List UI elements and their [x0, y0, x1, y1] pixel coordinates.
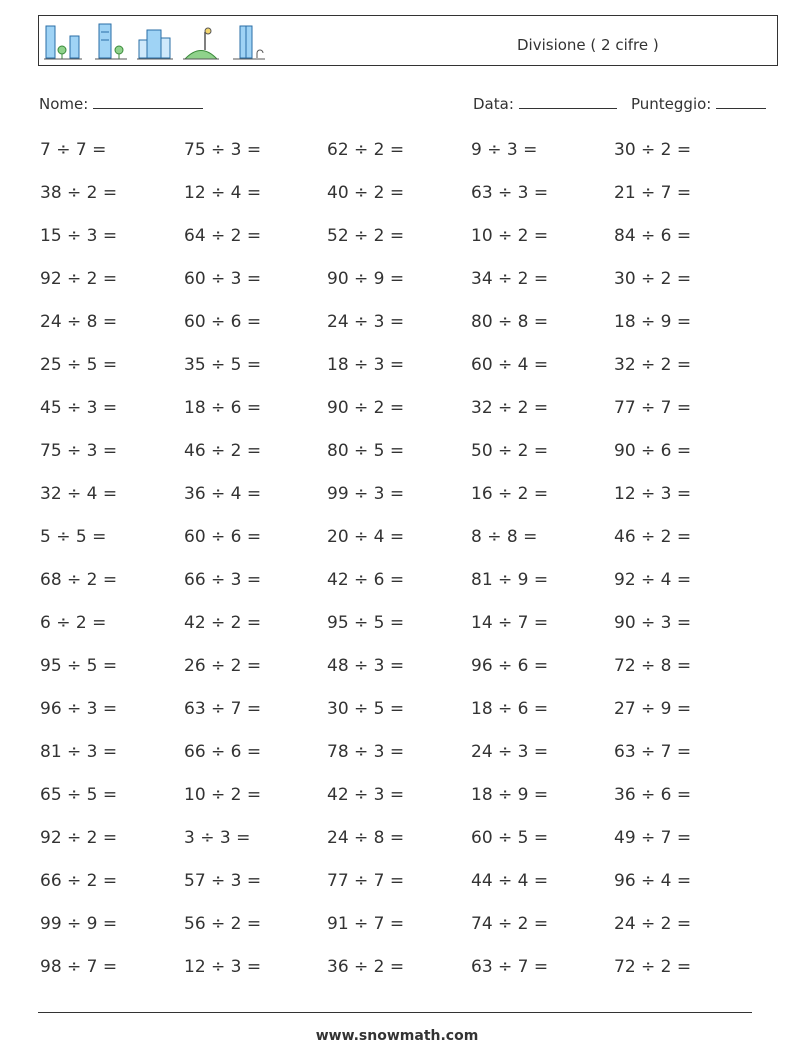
division-problem: 50 ÷ 2 = [471, 441, 549, 461]
division-problem: 18 ÷ 6 = [184, 398, 262, 418]
header-icons [43, 22, 267, 62]
division-problem: 78 ÷ 3 = [327, 742, 405, 762]
park-icon [181, 22, 221, 62]
division-problem: 66 ÷ 6 = [184, 742, 262, 762]
division-problem: 64 ÷ 2 = [184, 226, 262, 246]
division-problem: 44 ÷ 4 = [471, 871, 549, 891]
problem-row [40, 355, 760, 398]
worksheet-header [38, 15, 778, 66]
division-problem: 74 ÷ 2 = [471, 914, 549, 934]
division-problem: 72 ÷ 2 = [614, 957, 692, 977]
division-problem: 81 ÷ 3 = [40, 742, 118, 762]
problem-row [40, 828, 760, 871]
division-problem: 24 ÷ 8 = [327, 828, 405, 848]
division-problem: 52 ÷ 2 = [327, 226, 405, 246]
division-problem: 30 ÷ 2 = [614, 140, 692, 160]
division-problem: 46 ÷ 2 = [614, 527, 692, 547]
division-problem: 80 ÷ 5 = [327, 441, 405, 461]
problem-row [40, 484, 760, 527]
division-problem: 25 ÷ 5 = [40, 355, 118, 375]
division-problem: 8 ÷ 8 = [471, 527, 538, 547]
division-problem: 46 ÷ 2 = [184, 441, 262, 461]
problem-row [40, 871, 760, 914]
division-problem: 75 ÷ 3 = [184, 140, 262, 160]
division-problem: 90 ÷ 6 = [614, 441, 692, 461]
division-problem: 30 ÷ 2 = [614, 269, 692, 289]
division-problem: 60 ÷ 3 = [184, 269, 262, 289]
apartment-icon [135, 22, 175, 62]
score-label: Punteggio: [631, 95, 712, 113]
division-problem: 75 ÷ 3 = [40, 441, 118, 461]
footer-website: www.snowmath.com [315, 1028, 479, 1044]
date-field[interactable] [473, 94, 617, 113]
division-problem: 92 ÷ 4 = [614, 570, 692, 590]
tower-icon [227, 22, 267, 62]
division-problem: 63 ÷ 7 = [471, 957, 549, 977]
division-problem: 60 ÷ 4 = [471, 355, 549, 375]
score-line[interactable] [716, 94, 766, 109]
division-problem: 42 ÷ 2 = [184, 613, 262, 633]
division-problem: 18 ÷ 9 = [614, 312, 692, 332]
problem-row [40, 312, 760, 355]
division-problem: 18 ÷ 9 = [471, 785, 549, 805]
division-problem: 63 ÷ 3 = [471, 183, 549, 203]
division-problem: 77 ÷ 7 = [327, 871, 405, 891]
division-problem: 3 ÷ 3 = [184, 828, 251, 848]
division-problem: 34 ÷ 2 = [471, 269, 549, 289]
division-problem: 42 ÷ 6 = [327, 570, 405, 590]
division-problem: 90 ÷ 2 = [327, 398, 405, 418]
division-problem: 40 ÷ 2 = [327, 183, 405, 203]
division-problem: 24 ÷ 2 = [614, 914, 692, 934]
division-problem: 21 ÷ 7 = [614, 183, 692, 203]
division-problem: 24 ÷ 8 = [40, 312, 118, 332]
division-problem: 32 ÷ 2 = [614, 355, 692, 375]
division-problem: 32 ÷ 4 = [40, 484, 118, 504]
division-problem: 36 ÷ 4 = [184, 484, 262, 504]
division-problem: 56 ÷ 2 = [184, 914, 262, 934]
problem-row [40, 226, 760, 269]
name-field[interactable] [39, 94, 203, 113]
problem-row [40, 785, 760, 828]
division-problem: 26 ÷ 2 = [184, 656, 262, 676]
division-problem: 48 ÷ 3 = [327, 656, 405, 676]
division-problem: 18 ÷ 6 = [471, 699, 549, 719]
division-problem: 15 ÷ 3 = [40, 226, 118, 246]
division-problem: 32 ÷ 2 = [471, 398, 549, 418]
score-field[interactable] [631, 94, 766, 113]
problem-row [40, 570, 760, 613]
division-problem: 80 ÷ 8 = [471, 312, 549, 332]
division-problem: 16 ÷ 2 = [471, 484, 549, 504]
problem-row [40, 269, 760, 312]
problem-row [40, 140, 760, 183]
division-problem: 95 ÷ 5 = [40, 656, 118, 676]
division-problem: 72 ÷ 8 = [614, 656, 692, 676]
division-problem: 84 ÷ 6 = [614, 226, 692, 246]
division-problem: 66 ÷ 2 = [40, 871, 118, 891]
division-problem: 24 ÷ 3 = [327, 312, 405, 332]
division-problem: 30 ÷ 5 = [327, 699, 405, 719]
division-problem: 5 ÷ 5 = [40, 527, 107, 547]
building-tree-icon [89, 22, 129, 62]
problem-row [40, 527, 760, 570]
problem-row [40, 613, 760, 656]
division-problem: 60 ÷ 6 = [184, 312, 262, 332]
division-problem: 45 ÷ 3 = [40, 398, 118, 418]
division-problem: 92 ÷ 2 = [40, 828, 118, 848]
division-problem: 12 ÷ 3 = [184, 957, 262, 977]
division-problem: 20 ÷ 4 = [327, 527, 405, 547]
problem-row [40, 957, 760, 1000]
problem-row [40, 742, 760, 785]
division-problem: 66 ÷ 3 = [184, 570, 262, 590]
division-problem: 91 ÷ 7 = [327, 914, 405, 934]
division-problem: 10 ÷ 2 = [471, 226, 549, 246]
problem-row [40, 656, 760, 699]
division-problem: 12 ÷ 4 = [184, 183, 262, 203]
division-problem: 18 ÷ 3 = [327, 355, 405, 375]
division-problem: 92 ÷ 2 = [40, 269, 118, 289]
division-problem: 62 ÷ 2 = [327, 140, 405, 160]
division-problem: 65 ÷ 5 = [40, 785, 118, 805]
division-problem: 42 ÷ 3 = [327, 785, 405, 805]
division-problem: 9 ÷ 3 = [471, 140, 538, 160]
problem-row [40, 398, 760, 441]
division-problem: 27 ÷ 9 = [614, 699, 692, 719]
date-line[interactable] [519, 94, 617, 109]
problem-row [40, 699, 760, 742]
division-problem: 36 ÷ 6 = [614, 785, 692, 805]
division-problem: 98 ÷ 7 = [40, 957, 118, 977]
buildings-icon [43, 22, 83, 62]
division-problem: 77 ÷ 7 = [614, 398, 692, 418]
footer-divider [38, 1012, 752, 1013]
division-problem: 24 ÷ 3 = [471, 742, 549, 762]
division-problem: 99 ÷ 3 = [327, 484, 405, 504]
problem-row [40, 183, 760, 226]
problem-row [40, 441, 760, 484]
name-label: Nome: [39, 95, 89, 113]
division-problem: 14 ÷ 7 = [471, 613, 549, 633]
division-problem: 68 ÷ 2 = [40, 570, 118, 590]
division-problem: 63 ÷ 7 = [184, 699, 262, 719]
division-problem: 49 ÷ 7 = [614, 828, 692, 848]
division-problem: 60 ÷ 6 = [184, 527, 262, 547]
division-problem: 6 ÷ 2 = [40, 613, 107, 633]
name-line[interactable] [93, 94, 203, 109]
division-problem: 12 ÷ 3 = [614, 484, 692, 504]
division-problem: 96 ÷ 3 = [40, 699, 118, 719]
division-problem: 35 ÷ 5 = [184, 355, 262, 375]
division-problem: 99 ÷ 9 = [40, 914, 118, 934]
division-problem: 10 ÷ 2 = [184, 785, 262, 805]
division-problem: 90 ÷ 3 = [614, 613, 692, 633]
division-problem: 81 ÷ 9 = [471, 570, 549, 590]
division-problem: 96 ÷ 6 = [471, 656, 549, 676]
worksheet-title: Divisione ( 2 cifre ) [517, 36, 659, 54]
problem-row [40, 914, 760, 957]
date-label: Data: [473, 95, 514, 113]
division-problem: 95 ÷ 5 = [327, 613, 405, 633]
division-problem: 96 ÷ 4 = [614, 871, 692, 891]
division-problem: 90 ÷ 9 = [327, 269, 405, 289]
division-problem: 36 ÷ 2 = [327, 957, 405, 977]
division-problem: 38 ÷ 2 = [40, 183, 118, 203]
division-problem: 63 ÷ 7 = [614, 742, 692, 762]
division-problem: 60 ÷ 5 = [471, 828, 549, 848]
division-problem: 7 ÷ 7 = [40, 140, 107, 160]
division-problem: 57 ÷ 3 = [184, 871, 262, 891]
